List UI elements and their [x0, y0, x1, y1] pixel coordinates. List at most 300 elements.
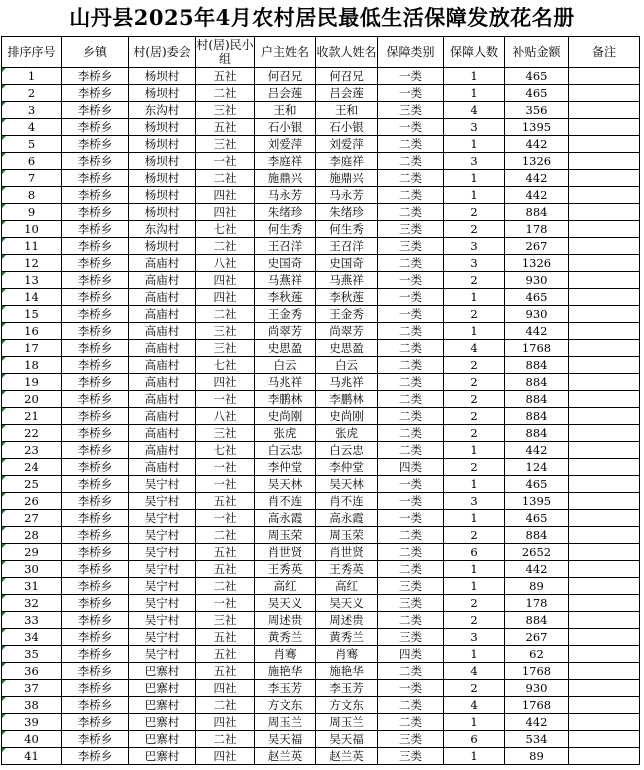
cell-village: 吴宁村: [129, 476, 196, 493]
cell-persons: 3: [444, 153, 505, 170]
cell-payee: 王召洋: [316, 238, 378, 255]
cell-seq: 36: [2, 663, 62, 680]
cell-persons: 3: [444, 255, 505, 272]
cell-note: [569, 306, 640, 323]
cell-payee: 肖不连: [316, 493, 378, 510]
cell-seq: 39: [2, 714, 62, 731]
cell-town: 李桥乡: [62, 238, 129, 255]
cell-village: 杨坝村: [129, 204, 196, 221]
cell-note: [569, 323, 640, 340]
cell-note: [569, 170, 640, 187]
cell-note: [569, 391, 640, 408]
cell-town: 李桥乡: [62, 170, 129, 187]
cell-amount: 442: [505, 187, 569, 204]
cell-town: 李桥乡: [62, 187, 129, 204]
cell-village: 高庙村: [129, 459, 196, 476]
header-amount: 补贴金额: [505, 37, 569, 68]
cell-category: 二类: [378, 408, 444, 425]
cell-householder: 吕会莲: [255, 85, 316, 102]
cell-category: 一类: [378, 306, 444, 323]
cell-village: 高庙村: [129, 357, 196, 374]
table-row: [2, 646, 640, 663]
cell-seq: 40: [2, 731, 62, 748]
cell-note: [569, 221, 640, 238]
table-row: [2, 731, 640, 748]
cell-town: 李桥乡: [62, 272, 129, 289]
cell-town: 李桥乡: [62, 306, 129, 323]
cell-seq: 10: [2, 221, 62, 238]
header-persons: 保障人数: [444, 37, 505, 68]
cell-amount: 884: [505, 527, 569, 544]
cell-category: 一类: [378, 272, 444, 289]
cell-householder: 王秀英: [255, 561, 316, 578]
cell-town: 李桥乡: [62, 102, 129, 119]
cell-village: 吴宁村: [129, 612, 196, 629]
cell-seq: 25: [2, 476, 62, 493]
cell-householder: 何召兄: [255, 68, 316, 85]
cell-group: 一社: [196, 510, 255, 527]
cell-group: 一社: [196, 391, 255, 408]
cell-payee: 吴天林: [316, 476, 378, 493]
cell-payee: 肖骞: [316, 646, 378, 663]
cell-note: [569, 697, 640, 714]
cell-category: 二类: [378, 136, 444, 153]
cell-amount: 442: [505, 442, 569, 459]
cell-householder: 李庭祥: [255, 153, 316, 170]
cell-town: 李桥乡: [62, 561, 129, 578]
cell-persons: 4: [444, 340, 505, 357]
cell-persons: 2: [444, 527, 505, 544]
cell-householder: 李鹏林: [255, 391, 316, 408]
cell-persons: 2: [444, 391, 505, 408]
table-row: [2, 680, 640, 697]
cell-category: 三类: [378, 731, 444, 748]
cell-group: 四社: [196, 187, 255, 204]
cell-village: 杨坝村: [129, 238, 196, 255]
cell-village: 高庙村: [129, 289, 196, 306]
cell-householder: 史思盈: [255, 340, 316, 357]
cell-town: 李桥乡: [62, 289, 129, 306]
cell-persons: 1: [444, 561, 505, 578]
cell-amount: 178: [505, 221, 569, 238]
cell-amount: 442: [505, 323, 569, 340]
cell-payee: 吴天福: [316, 731, 378, 748]
cell-persons: 2: [444, 306, 505, 323]
cell-group: 七社: [196, 442, 255, 459]
cell-group: 二社: [196, 306, 255, 323]
cell-seq: 18: [2, 357, 62, 374]
cell-payee: 史尚刚: [316, 408, 378, 425]
cell-seq: 29: [2, 544, 62, 561]
cell-category: 二类: [378, 255, 444, 272]
cell-payee: 王和: [316, 102, 378, 119]
table-row: [2, 561, 640, 578]
cell-village: 吴宁村: [129, 510, 196, 527]
cell-householder: 史国奇: [255, 255, 316, 272]
table-row: [2, 153, 640, 170]
cell-category: 二类: [378, 323, 444, 340]
cell-town: 李桥乡: [62, 357, 129, 374]
cell-amount: 465: [505, 85, 569, 102]
cell-town: 李桥乡: [62, 204, 129, 221]
cell-note: [569, 357, 640, 374]
cell-persons: 2: [444, 612, 505, 629]
cell-village: 吴宁村: [129, 595, 196, 612]
cell-persons: 1: [444, 476, 505, 493]
cell-group: 三社: [196, 425, 255, 442]
cell-village: 杨坝村: [129, 187, 196, 204]
cell-note: [569, 85, 640, 102]
cell-seq: 3: [2, 102, 62, 119]
cell-note: [569, 442, 640, 459]
cell-group: 四社: [196, 289, 255, 306]
header-category: 保障类别: [378, 37, 444, 68]
header-householder: 户主姓名: [255, 37, 316, 68]
cell-village: 吴宁村: [129, 561, 196, 578]
cell-group: 七社: [196, 357, 255, 374]
cell-amount: 930: [505, 272, 569, 289]
cell-note: [569, 493, 640, 510]
cell-amount: 1768: [505, 697, 569, 714]
table-row: [2, 510, 640, 527]
cell-category: 一类: [378, 68, 444, 85]
cell-seq: 14: [2, 289, 62, 306]
table-row: [2, 442, 640, 459]
cell-village: 高庙村: [129, 340, 196, 357]
cell-village: 杨坝村: [129, 170, 196, 187]
table-row: [2, 187, 640, 204]
cell-householder: 吴天福: [255, 731, 316, 748]
cell-group: 一社: [196, 595, 255, 612]
cell-amount: 89: [505, 748, 569, 765]
cell-householder: 张虎: [255, 425, 316, 442]
cell-payee: 高红: [316, 578, 378, 595]
cell-payee: 白云: [316, 357, 378, 374]
cell-town: 李桥乡: [62, 544, 129, 561]
cell-group: 五社: [196, 561, 255, 578]
cell-town: 李桥乡: [62, 527, 129, 544]
cell-payee: 李玉芳: [316, 680, 378, 697]
cell-seq: 19: [2, 374, 62, 391]
cell-persons: 2: [444, 221, 505, 238]
table-row: [2, 748, 640, 765]
cell-amount: 442: [505, 136, 569, 153]
cell-payee: 周玉荣: [316, 527, 378, 544]
cell-persons: 1: [444, 136, 505, 153]
cell-seq: 6: [2, 153, 62, 170]
cell-town: 李桥乡: [62, 697, 129, 714]
cell-note: [569, 204, 640, 221]
cell-amount: 1395: [505, 119, 569, 136]
cell-group: 二社: [196, 85, 255, 102]
cell-amount: 884: [505, 391, 569, 408]
cell-group: 二社: [196, 578, 255, 595]
cell-amount: 465: [505, 68, 569, 85]
cell-seq: 12: [2, 255, 62, 272]
table-row: [2, 238, 640, 255]
table-row: [2, 272, 640, 289]
cell-seq: 4: [2, 119, 62, 136]
cell-persons: 1: [444, 578, 505, 595]
table-row: [2, 340, 640, 357]
cell-amount: 465: [505, 510, 569, 527]
cell-householder: 白云: [255, 357, 316, 374]
cell-town: 李桥乡: [62, 595, 129, 612]
table-row: [2, 68, 640, 85]
cell-payee: 马兆祥: [316, 374, 378, 391]
cell-persons: 3: [444, 119, 505, 136]
cell-householder: 马兆祥: [255, 374, 316, 391]
cell-note: [569, 68, 640, 85]
table-row: [2, 357, 640, 374]
cell-town: 李桥乡: [62, 153, 129, 170]
cell-category: 二类: [378, 391, 444, 408]
cell-seq: 28: [2, 527, 62, 544]
cell-note: [569, 663, 640, 680]
cell-village: 东沟村: [129, 221, 196, 238]
cell-persons: 1: [444, 748, 505, 765]
cell-payee: 周述贵: [316, 612, 378, 629]
table-row: [2, 476, 640, 493]
table-row: [2, 629, 640, 646]
cell-group: 二社: [196, 697, 255, 714]
header-town: 乡镇: [62, 37, 129, 68]
cell-village: 吴宁村: [129, 527, 196, 544]
cell-seq: 22: [2, 425, 62, 442]
cell-group: 五社: [196, 119, 255, 136]
cell-householder: 周玉兰: [255, 714, 316, 731]
cell-note: [569, 136, 640, 153]
cell-group: 二社: [196, 527, 255, 544]
cell-seq: 2: [2, 85, 62, 102]
cell-payee: 施艳华: [316, 663, 378, 680]
cell-category: 二类: [378, 425, 444, 442]
cell-note: [569, 459, 640, 476]
cell-persons: 6: [444, 731, 505, 748]
cell-note: [569, 510, 640, 527]
cell-persons: 1: [444, 510, 505, 527]
cell-category: 二类: [378, 340, 444, 357]
cell-payee: 李仲堂: [316, 459, 378, 476]
cell-note: [569, 544, 640, 561]
cell-amount: 1768: [505, 340, 569, 357]
cell-persons: 2: [444, 272, 505, 289]
cell-town: 李桥乡: [62, 323, 129, 340]
cell-persons: 1: [444, 323, 505, 340]
cell-payee: 王秀英: [316, 561, 378, 578]
cell-note: [569, 255, 640, 272]
cell-persons: 1: [444, 187, 505, 204]
cell-group: 四社: [196, 748, 255, 765]
cell-village: 高庙村: [129, 425, 196, 442]
table-row: [2, 306, 640, 323]
cell-persons: 1: [444, 646, 505, 663]
cell-persons: 3: [444, 629, 505, 646]
cell-seq: 26: [2, 493, 62, 510]
cell-town: 李桥乡: [62, 340, 129, 357]
cell-village: 杨坝村: [129, 136, 196, 153]
table-row: [2, 408, 640, 425]
cell-group: 四社: [196, 374, 255, 391]
table-row: [2, 255, 640, 272]
cell-persons: 2: [444, 680, 505, 697]
cell-town: 李桥乡: [62, 731, 129, 748]
cell-note: [569, 340, 640, 357]
cell-town: 李桥乡: [62, 629, 129, 646]
cell-town: 李桥乡: [62, 646, 129, 663]
header-row: [2, 37, 640, 68]
cell-group: 五社: [196, 544, 255, 561]
table-row: [2, 204, 640, 221]
cell-seq: 11: [2, 238, 62, 255]
cell-householder: 白云忠: [255, 442, 316, 459]
cell-amount: 1326: [505, 255, 569, 272]
table-row: [2, 289, 640, 306]
cell-town: 李桥乡: [62, 374, 129, 391]
cell-town: 李桥乡: [62, 119, 129, 136]
cell-householder: 朱绪珍: [255, 204, 316, 221]
cell-amount: 884: [505, 425, 569, 442]
roster-body: [2, 68, 640, 765]
cell-householder: 黄秀兰: [255, 629, 316, 646]
cell-town: 李桥乡: [62, 425, 129, 442]
cell-payee: 周玉兰: [316, 714, 378, 731]
cell-payee: 尚翠芳: [316, 323, 378, 340]
cell-village: 吴宁村: [129, 578, 196, 595]
cell-town: 李桥乡: [62, 714, 129, 731]
cell-town: 李桥乡: [62, 136, 129, 153]
table-row: [2, 85, 640, 102]
cell-village: 高庙村: [129, 255, 196, 272]
cell-persons: 6: [444, 544, 505, 561]
cell-amount: 930: [505, 306, 569, 323]
cell-group: 五社: [196, 68, 255, 85]
cell-group: 五社: [196, 646, 255, 663]
cell-category: 四类: [378, 646, 444, 663]
cell-note: [569, 680, 640, 697]
cell-persons: 2: [444, 408, 505, 425]
cell-payee: 吴天义: [316, 595, 378, 612]
table-row: [2, 493, 640, 510]
cell-payee: 刘爱萍: [316, 136, 378, 153]
cell-householder: 何生秀: [255, 221, 316, 238]
cell-seq: 1: [2, 68, 62, 85]
cell-note: [569, 408, 640, 425]
cell-village: 高庙村: [129, 272, 196, 289]
cell-group: 四社: [196, 204, 255, 221]
cell-persons: 1: [444, 289, 505, 306]
cell-payee: 赵兰英: [316, 748, 378, 765]
cell-householder: 王金秀: [255, 306, 316, 323]
cell-group: 一社: [196, 459, 255, 476]
cell-amount: 178: [505, 595, 569, 612]
cell-amount: 1395: [505, 493, 569, 510]
cell-amount: 2652: [505, 544, 569, 561]
cell-category: 三类: [378, 748, 444, 765]
cell-seq: 13: [2, 272, 62, 289]
cell-category: 二类: [378, 561, 444, 578]
cell-group: 一社: [196, 476, 255, 493]
cell-town: 李桥乡: [62, 680, 129, 697]
cell-persons: 2: [444, 357, 505, 374]
cell-seq: 20: [2, 391, 62, 408]
table-row: [2, 544, 640, 561]
cell-category: 一类: [378, 476, 444, 493]
header-village: 村(居)委会: [129, 37, 196, 68]
cell-payee: 高永霞: [316, 510, 378, 527]
cell-persons: 4: [444, 697, 505, 714]
cell-group: 五社: [196, 629, 255, 646]
cell-village: 巴寨村: [129, 680, 196, 697]
cell-category: 二类: [378, 357, 444, 374]
cell-householder: 高红: [255, 578, 316, 595]
cell-category: 四类: [378, 459, 444, 476]
cell-householder: 高永霞: [255, 510, 316, 527]
cell-category: 二类: [378, 442, 444, 459]
cell-category: 二类: [378, 544, 444, 561]
cell-payee: 史国奇: [316, 255, 378, 272]
cell-payee: 张虎: [316, 425, 378, 442]
cell-householder: 李秋莲: [255, 289, 316, 306]
cell-village: 高庙村: [129, 391, 196, 408]
cell-group: 三社: [196, 323, 255, 340]
cell-persons: 3: [444, 493, 505, 510]
table-row: [2, 578, 640, 595]
cell-payee: 肖世贤: [316, 544, 378, 561]
cell-householder: 周述贵: [255, 612, 316, 629]
cell-householder: 李仲堂: [255, 459, 316, 476]
cell-seq: 24: [2, 459, 62, 476]
cell-householder: 吴天义: [255, 595, 316, 612]
cell-amount: 465: [505, 476, 569, 493]
cell-seq: 8: [2, 187, 62, 204]
cell-group: 八社: [196, 255, 255, 272]
cell-town: 李桥乡: [62, 391, 129, 408]
cell-payee: 施鼎兴: [316, 170, 378, 187]
cell-seq: 38: [2, 697, 62, 714]
cell-note: [569, 289, 640, 306]
cell-householder: 吴天林: [255, 476, 316, 493]
cell-householder: 肖世贤: [255, 544, 316, 561]
cell-category: 二类: [378, 527, 444, 544]
cell-note: [569, 629, 640, 646]
table-row: [2, 714, 640, 731]
cell-amount: 267: [505, 629, 569, 646]
cell-amount: 1326: [505, 153, 569, 170]
cell-householder: 周玉荣: [255, 527, 316, 544]
table-row: [2, 323, 640, 340]
cell-town: 李桥乡: [62, 442, 129, 459]
cell-amount: 534: [505, 731, 569, 748]
cell-town: 李桥乡: [62, 748, 129, 765]
cell-category: 三类: [378, 238, 444, 255]
cell-note: [569, 731, 640, 748]
header-seq: 排序序号: [2, 37, 62, 68]
cell-village: 高庙村: [129, 408, 196, 425]
table-row: [2, 663, 640, 680]
cell-category: 一类: [378, 119, 444, 136]
table-row: [2, 391, 640, 408]
cell-persons: 2: [444, 595, 505, 612]
table-row: [2, 697, 640, 714]
cell-town: 李桥乡: [62, 459, 129, 476]
cell-category: 三类: [378, 102, 444, 119]
cell-payee: 何生秀: [316, 221, 378, 238]
cell-town: 李桥乡: [62, 510, 129, 527]
cell-village: 巴寨村: [129, 663, 196, 680]
cell-persons: 2: [444, 425, 505, 442]
cell-village: 杨坝村: [129, 68, 196, 85]
